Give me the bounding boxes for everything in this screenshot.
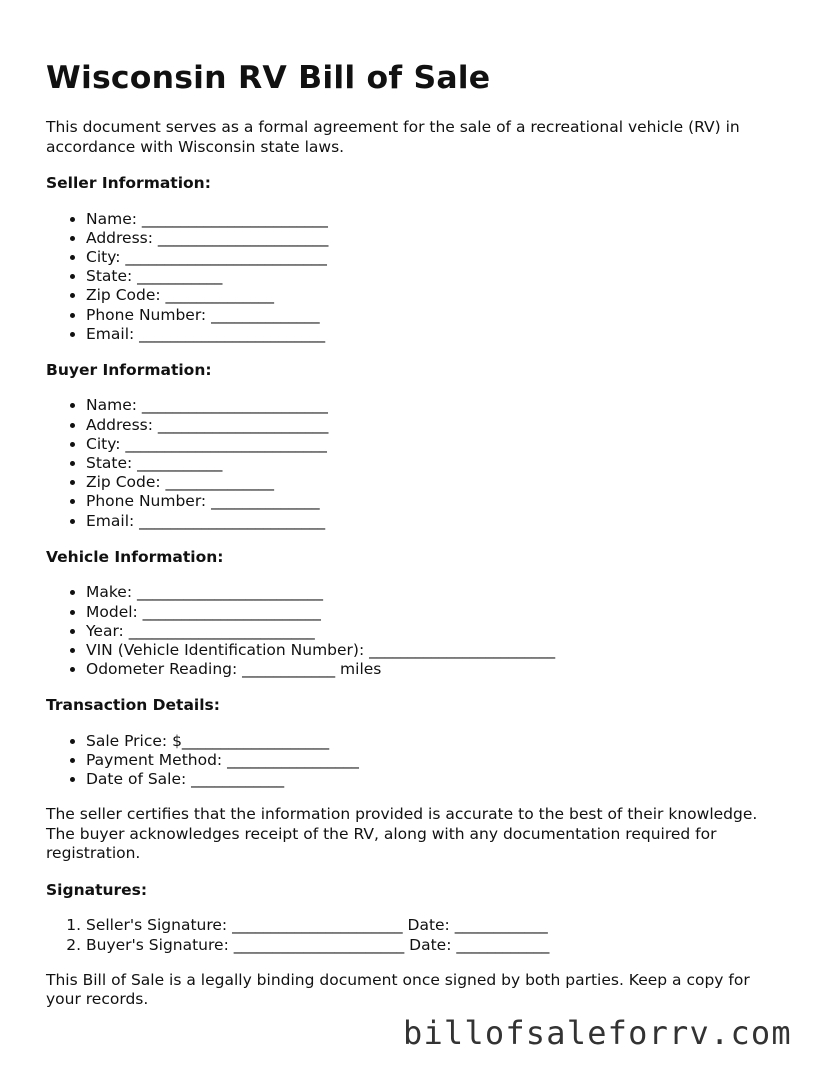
buyer-email-field: • Email: ________________________: [86, 512, 786, 531]
intro-paragraph: This document serves as a formal agreement for the sale of a recreational vehicle (RV) in accordance with Wisconsin state laws.: [46, 118, 740, 156]
buyer-list: [46, 396, 786, 530]
closing-paragraph: This Bill of Sale is a legally binding document once signed by both parties. Keep a copy for your records.: [46, 970, 750, 1009]
seller-phone-field: • Phone Number: ______________: [86, 306, 786, 325]
vehicle-model-field: • Model: _______________________: [86, 603, 786, 622]
buyer-city-field: • City: __________________________: [86, 435, 786, 454]
seller-list: [46, 210, 786, 344]
vehicle-vin-field: • VIN (Vehicle Identification Number): ________________________: [86, 641, 786, 660]
bill-of-sale-document: [46, 0, 786, 1010]
date-of-sale-field: • Date of Sale: ____________: [86, 770, 786, 789]
vehicle-odometer-field: • Odometer Reading: ____________ miles: [86, 660, 786, 679]
buyer-phone-field: • Phone Number: ______________: [86, 492, 786, 511]
seller-name-field: • Name: ________________________: [86, 210, 786, 229]
sale-price-field: • Sale Price: $___________________: [86, 732, 786, 751]
buyer-zip-field: • Zip Code: ______________: [86, 473, 786, 492]
buyer-name-field: • Name: ________________________: [86, 396, 786, 415]
seller-city-field: • City: __________________________: [86, 248, 786, 267]
seller-email-field: • Email: ________________________: [86, 325, 786, 344]
vehicle-list: [46, 583, 786, 679]
certification-paragraph: The seller certifies that the information provided is accurate to the best of their knowledge. The buyer acknowledges receipt of the RV, along with any documentation required for registration.: [46, 805, 758, 863]
transaction-heading: Transaction Details:: [46, 696, 220, 715]
vehicle-make-field: • Make: ________________________: [86, 583, 786, 602]
seller-signature-line: 1. Seller's Signature: ______________________ Date: ____________: [86, 916, 786, 935]
seller-heading: Seller Information:: [46, 174, 211, 192]
page-title: Wisconsin RV Bill of Sale: [46, 60, 491, 96]
seller-address-field: • Address: ______________________: [86, 229, 786, 248]
site-watermark: billofsaleforrv.com: [403, 1014, 792, 1052]
transaction-list: [46, 732, 786, 790]
buyer-signature-line: 2. Buyer's Signature: ______________________ Date: ____________: [86, 936, 786, 955]
payment-method-field: • Payment Method: _________________: [86, 751, 786, 770]
seller-zip-field: • Zip Code: ______________: [86, 286, 786, 305]
buyer-heading: Buyer Information:: [46, 360, 212, 379]
signatures-list: [46, 916, 786, 954]
seller-state-field: • State: ___________: [86, 267, 786, 286]
buyer-state-field: • State: ___________: [86, 454, 786, 473]
signatures-heading: Signatures:: [46, 880, 148, 899]
vehicle-year-field: • Year: ________________________: [86, 622, 786, 641]
vehicle-heading: Vehicle Information:: [46, 547, 224, 566]
buyer-address-field: • Address: ______________________: [86, 416, 786, 435]
